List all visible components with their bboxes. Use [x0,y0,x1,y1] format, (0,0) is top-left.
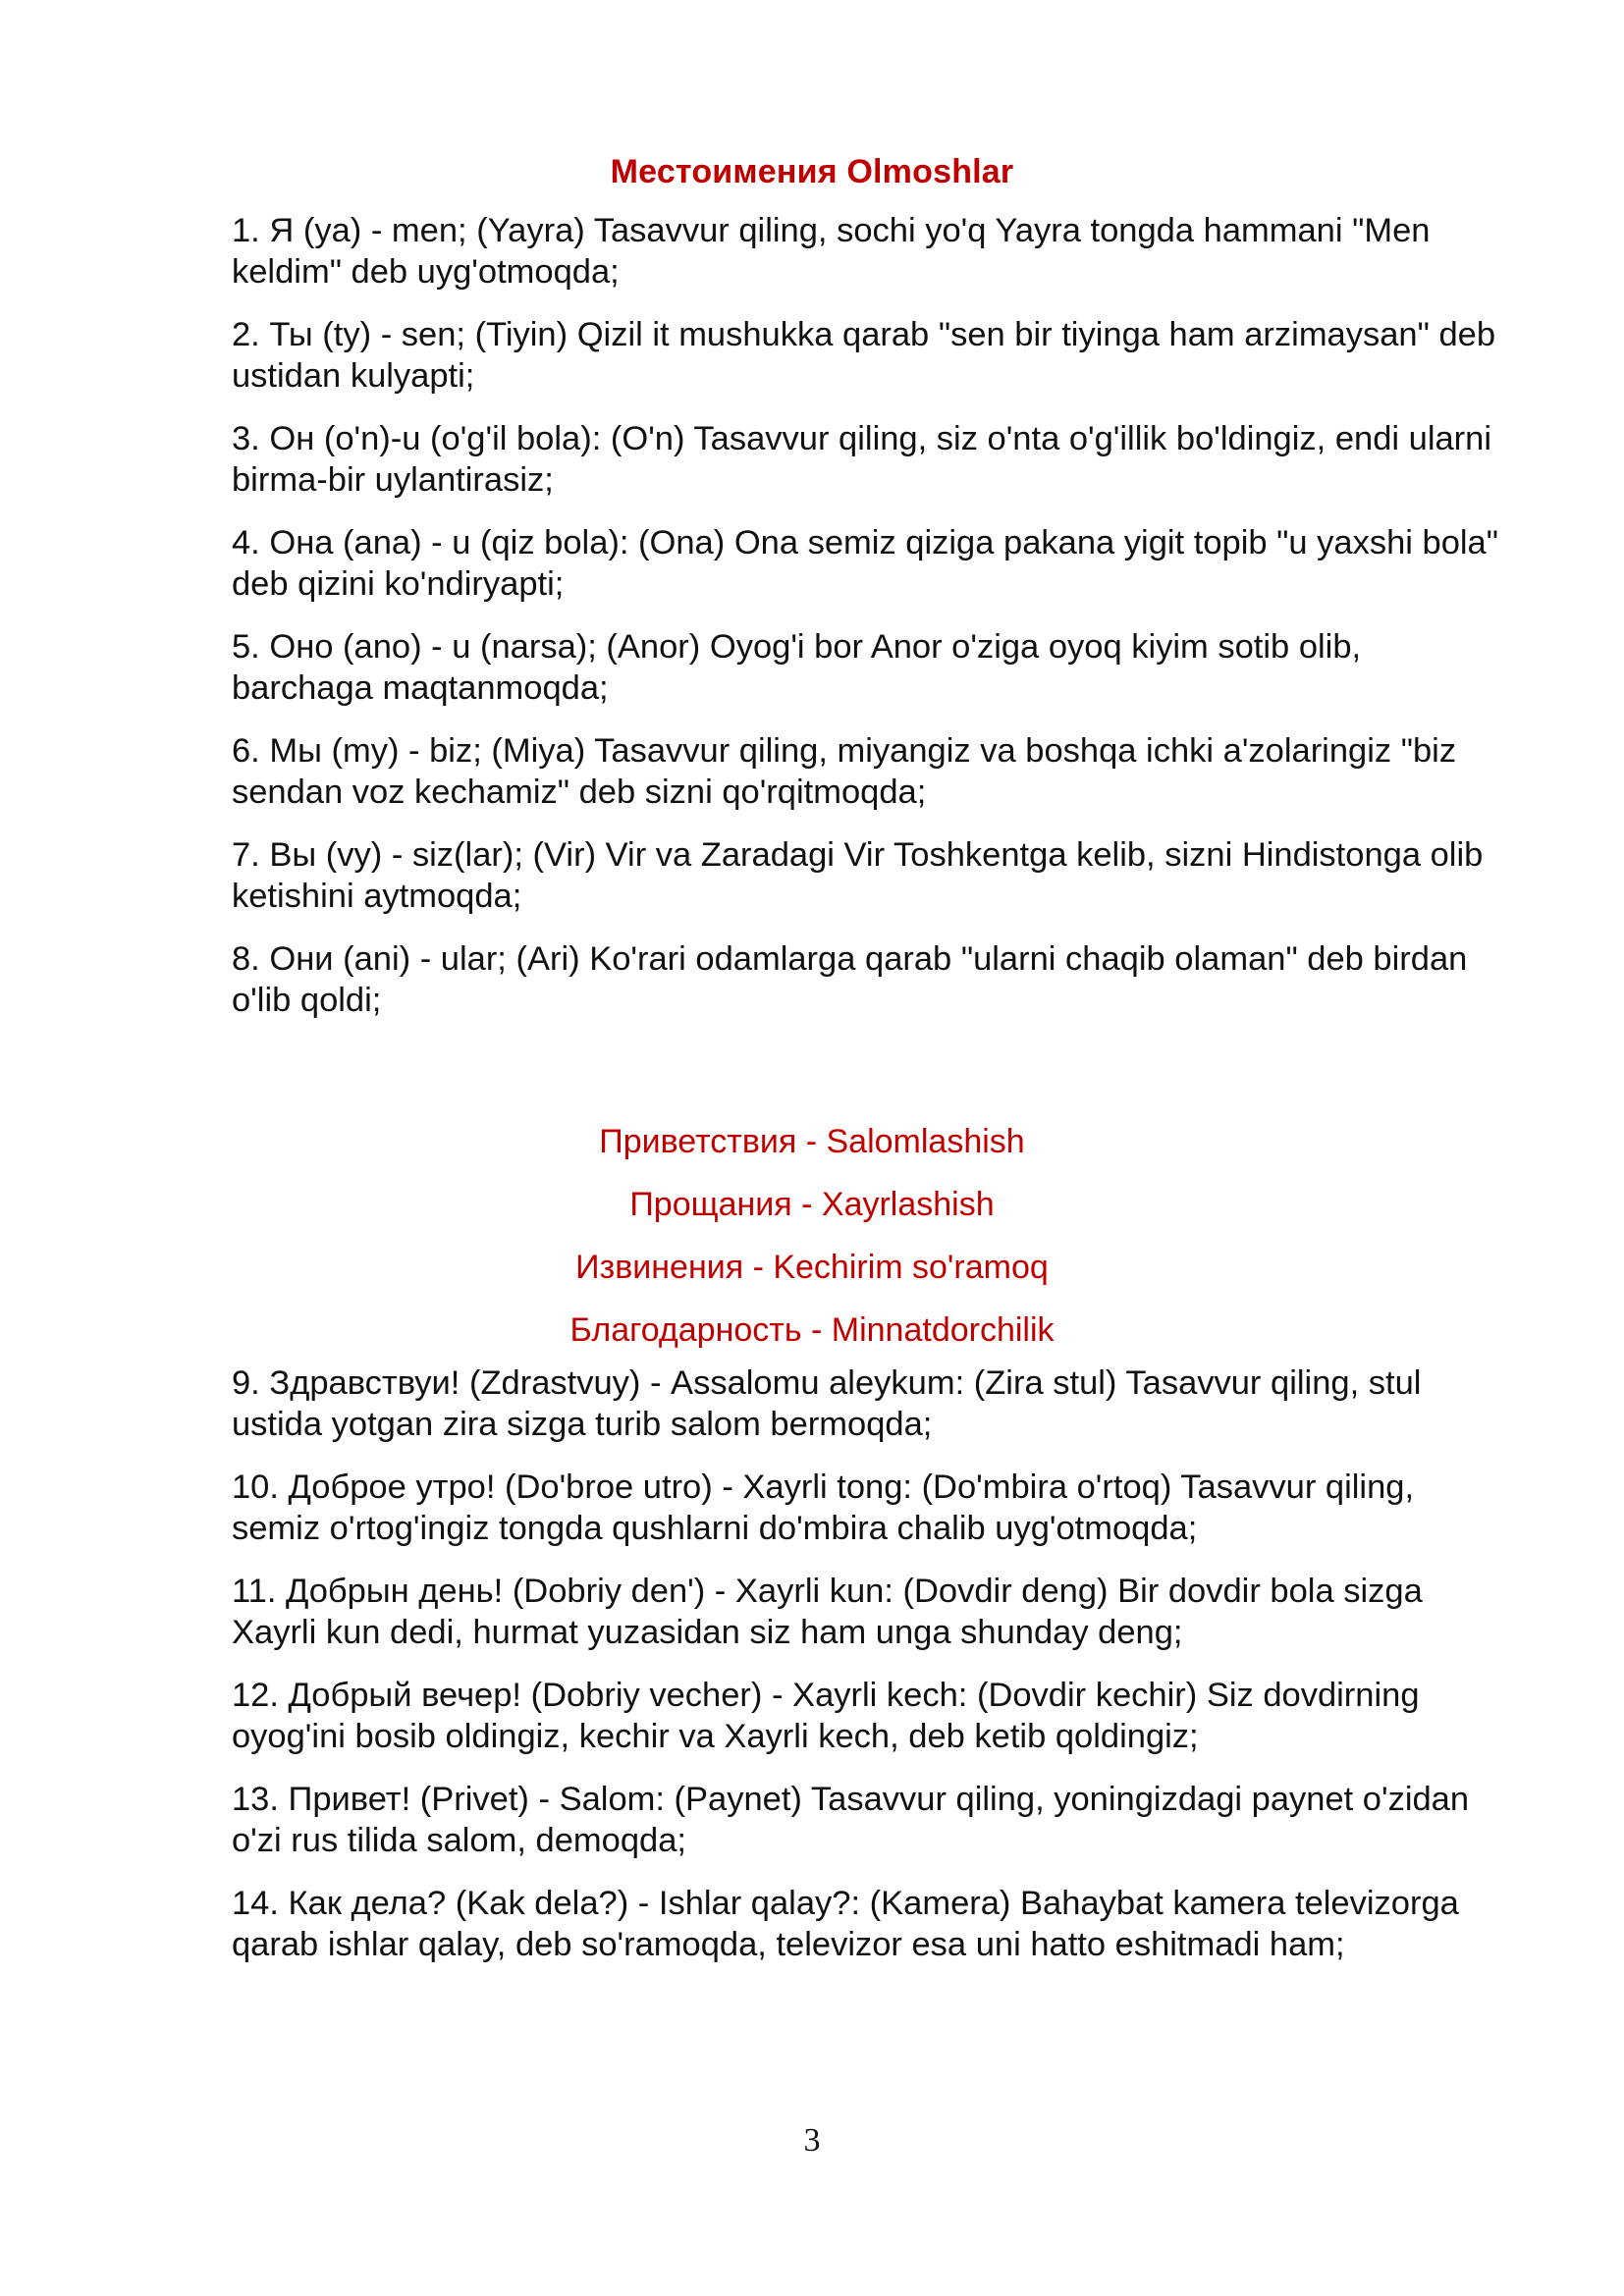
list-item: 4. Она (ana) - u (qiz bola): (Ona) Ona semiz qiziga pakana yigit topib "u yaxshi bola" deb qizini ko'ndiryapti; [232,524,1498,603]
page-number: 3 [803,2122,821,2159]
list-item: 5. Оно (ano) - u (narsa); (Anor) Oyog'i bor Anor o'ziga oyoq kiyim sotib olib, barchaga maqtanmoqda; [232,628,1362,707]
list-item: 11. Добрын день! (Dobriy den') - Xayrli kun: (Dovdir deng) Bir dovdir bola sizga Xayrli kun dedi, hurmat yuzasidan siz ham unga shunday deng; [232,1573,1423,1651]
pronoun-list [232,210,1500,1042]
section-heading-greetings: Приветствия - Salomlashish [599,1123,1025,1160]
list-item: 3. Он (o'n)-u (o'g'il bola): (O'n) Tasavvur qiling, siz o'nta o'g'illik bo'ldingiz, endi ularni birma-bir uylantirasiz; [232,420,1492,499]
list-item: 7. Вы (vy) - siz(lar); (Vir) Vir va Zaradagi Vir Toshkentga kelib, sizni Hindistonga olib ketishini aytmoqda; [232,836,1484,915]
section-heading-gratitude: Благодарность - Minnatdorchilik [569,1311,1055,1349]
section-headings [0,1121,1624,1372]
section-heading-farewells: Прощания - Xayrlashish [629,1186,995,1223]
list-item: 9. Здравствуи! (Zdrastvuy) - Assalomu aleykum: (Zira stul) Tasavvur qiling, stul ustida yotgan zira sizga turib salom bermoqda; [232,1364,1422,1443]
list-item: 6. Мы (my) - biz; (Miya) Tasavvur qiling, miyangiz va boshqa ichki a'zolaringiz "biz sendan voz kechamiz" deb sizni qo'rqitmoqda; [232,732,1457,811]
list-item: 10. Доброе утро! (Do'broe utro) - Xayrli tong: (Do'mbira o'rtoq) Tasavvur qiling, semiz o'rtog'ingiz tongda qushlarni do'mbira chalib uyg'otmoqda; [232,1468,1415,1547]
list-item: 14. Как дела? (Kak dela?) - Ishlar qalay?: (Kamera) Bahaybat kamera televizorga qarab ishlar qalay, deb so'ramoqda, televizor esa uni hatto eshitmadi ham; [232,1885,1459,1963]
list-item: 8. Они (ani) - ular; (Ari) Ko'rari odamlarga qarab "ularni chaqib olaman" deb birdan o'lib qoldi; [232,940,1468,1019]
list-item: 2. Ты (ty) - sen; (Tiyin) Qizil it mushukka qarab "sen bir tiyinga ham arzimaysan" deb ustidan kulyapti; [232,316,1496,395]
section-heading-apologies: Извинения - Kechirim so'ramoq [575,1249,1049,1286]
phrase-list [232,1362,1500,1987]
list-item: 13. Привет! (Privet) - Salom: (Paynet) Tasavvur qiling, yoningizdagi paynet o'zidan o'zi rus tilida salom, demoqda; [232,1781,1470,1859]
list-item: 1. Я (ya) - men; (Yayra) Tasavvur qiling, sochi yo'q Yayra tongda hammani "Men keldim" deb uyg'otmoqda; [232,212,1431,291]
list-item: 12. Добрый вечер! (Dobriy vecher) - Xayrli kech: (Dovdir kechir) Siz dovdirning oyog'ini bosib oldingiz, kechir va Xayrli kech, deb ketib qoldingiz; [232,1677,1420,1755]
page-title: Местоимения Olmoshlar [610,153,1014,190]
